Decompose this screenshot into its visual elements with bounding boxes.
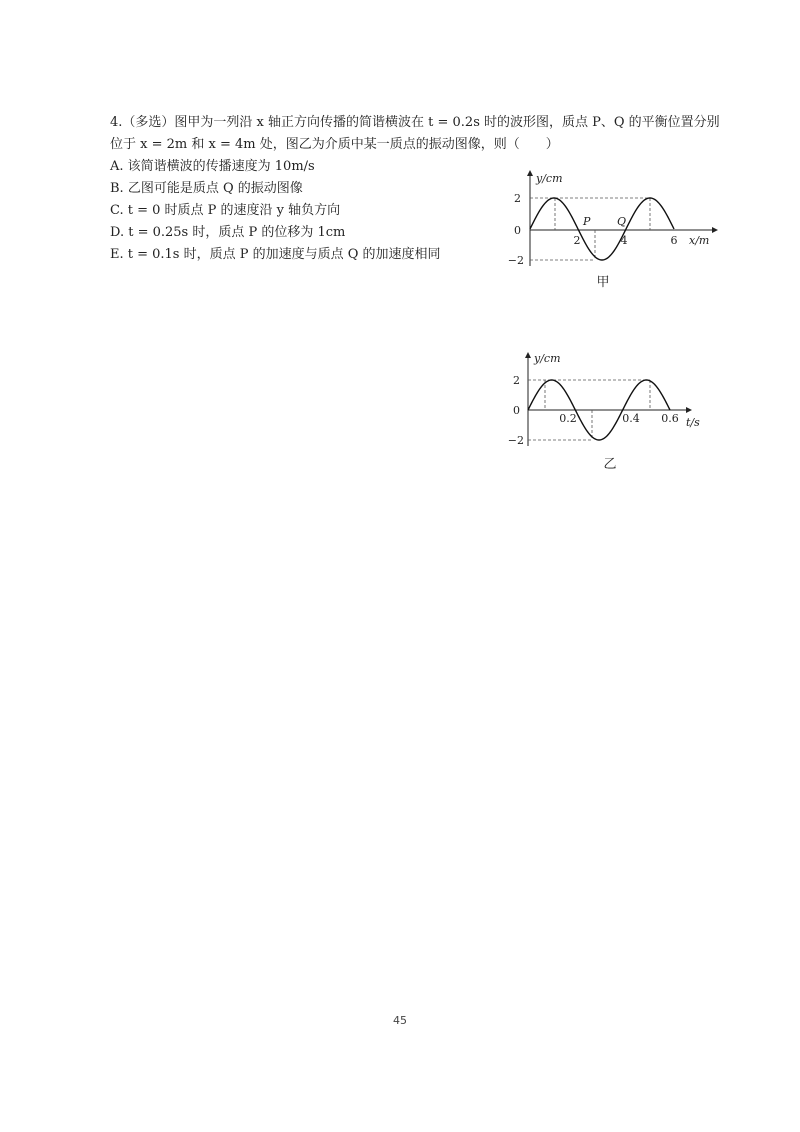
figure-jia bbox=[500, 168, 730, 297]
x-tick-4: 4 bbox=[620, 234, 628, 247]
option-a: A. 该简谐横波的传播速度为 10m/s bbox=[110, 159, 315, 174]
figure-caption-jia: 甲 bbox=[596, 275, 610, 290]
option-b: B. 乙图可能是质点 Q 的振动图像 bbox=[110, 181, 303, 196]
vibration-chart-svg bbox=[500, 350, 730, 475]
point-q-label: Q bbox=[617, 215, 627, 228]
wave-curve bbox=[530, 198, 674, 260]
figure-yi bbox=[500, 350, 730, 479]
y-tick-neg2: −2 bbox=[507, 434, 524, 447]
t-axis-arrow bbox=[686, 407, 692, 413]
option-d: D. t = 0.25s 时，质点 P 的位移为 1cm bbox=[110, 225, 346, 240]
y-tick-0: 0 bbox=[513, 404, 520, 417]
t-tick-0.6: 0.6 bbox=[661, 412, 679, 425]
t-tick-0.2: 0.2 bbox=[559, 412, 577, 425]
point-p-label: P bbox=[583, 215, 591, 228]
y-axis-arrow bbox=[527, 170, 533, 176]
question-stem: 4.（多选）图甲为一列沿 x 轴正方向传播的简谐横波在 t = 0.2s 时的波形图，质点 P、Q 的平衡位置分别位于 x = 2m 和 x = 4m 处，图乙为介质中某一质点的振动图像，则（ ） bbox=[110, 115, 720, 152]
option-e: E. t = 0.1s 时，质点 P 的加速度与质点 Q 的加速度相同 bbox=[110, 247, 441, 262]
x-tick-6: 6 bbox=[670, 234, 678, 247]
x-axis-label: x/m bbox=[689, 234, 710, 247]
t-tick-0.4: 0.4 bbox=[622, 412, 640, 425]
y-tick-2: 2 bbox=[514, 192, 521, 205]
y-tick-0: 0 bbox=[514, 224, 521, 237]
wave-chart-svg bbox=[500, 168, 730, 293]
y-axis-arrow bbox=[525, 352, 531, 358]
y-axis-label: y/cm bbox=[534, 352, 561, 365]
x-axis-arrow bbox=[712, 227, 718, 233]
x-tick-2: 2 bbox=[573, 234, 581, 247]
option-c: C. t = 0 时质点 P 的速度沿 y 轴负方向 bbox=[110, 203, 341, 218]
y-tick-neg2: −2 bbox=[507, 254, 524, 267]
page-number: 45 bbox=[393, 1014, 407, 1027]
figure-caption-yi: 乙 bbox=[603, 457, 617, 472]
y-tick-2: 2 bbox=[513, 374, 520, 387]
y-axis-label: y/cm bbox=[536, 172, 563, 185]
t-axis-label: t/s bbox=[686, 416, 700, 429]
